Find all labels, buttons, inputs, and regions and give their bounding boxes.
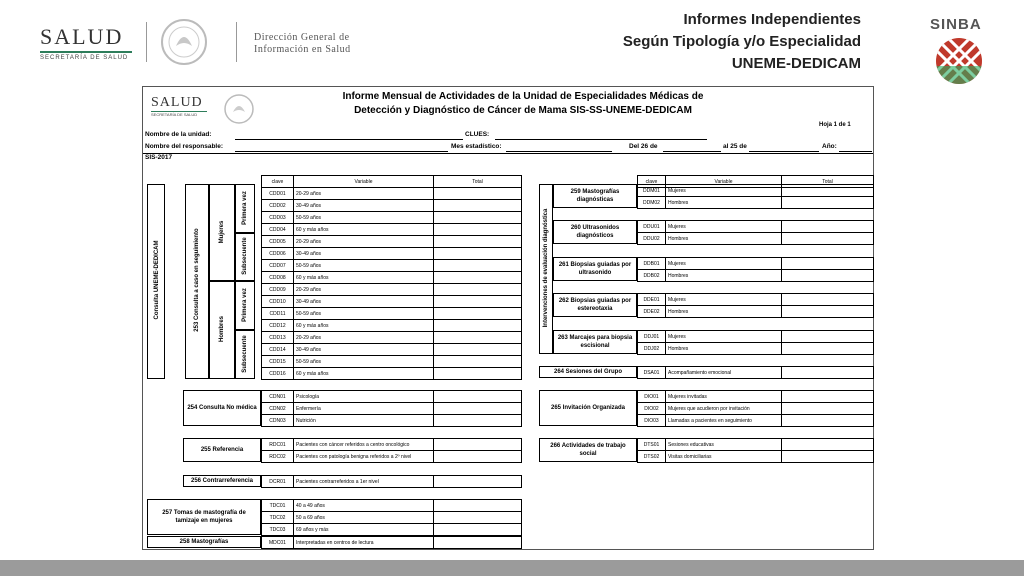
row-clave: CDN01 [262,391,294,403]
row-clave: CDN03 [262,415,294,427]
row-clave: DDE02 [638,306,666,318]
del-field[interactable] [663,151,721,152]
hombres-label: Hombres [219,316,225,343]
row-clave: CDN02 [262,403,294,415]
row-total-cell[interactable] [434,368,522,380]
del-label: Del 26 de [629,143,658,150]
row-clave: CDD12 [262,320,294,332]
row-total-cell[interactable] [434,537,522,549]
row-variable: Mujeres [666,185,782,197]
row-clave: DDM01 [638,185,666,197]
group-262-label: 262 Biopsias guiadas por estereotaxia [558,298,632,312]
row-clave: DTS01 [638,439,666,451]
group-254-label: 254 Consulta No médica [187,405,257,411]
row-variable: Sesiones educativas [666,439,782,451]
header-total: Total [434,176,522,188]
group-261-label: 261 Biopsias guiadas por ultrasonido [558,262,632,276]
row-variable: Mujeres [666,221,782,233]
title-line3: UNEME-DEDICAM [731,55,861,72]
row-variable: 50-59 años [294,356,434,368]
table-row [262,224,522,236]
table-row [638,185,874,197]
table-row [262,260,522,272]
row-clave: CDD11 [262,308,294,320]
row-variable: 69 años y más [294,524,434,536]
table-row [638,415,874,427]
row-total-cell[interactable] [782,391,874,403]
group-265-label: 265 Invitación Organizada [550,405,626,411]
row-variable: Mujeres [666,258,782,270]
doc-title [313,90,733,118]
row-variable: 40 a 49 años [294,500,434,512]
row-clave: DDB01 [638,258,666,270]
row-clave: CDD02 [262,200,294,212]
title-line1: Informes Independientes [683,11,861,28]
row-clave: CDD01 [262,188,294,200]
row-total-cell[interactable] [434,332,522,344]
row-total-cell[interactable] [434,320,522,332]
table-row [262,403,522,415]
doc-logo-word: SALUD [151,95,203,110]
table-row [638,306,874,318]
row-variable: Llamadas a pacientes en seguimiento [666,415,782,427]
row-clave: CDD03 [262,212,294,224]
row-total-cell[interactable] [782,185,874,197]
mujeres-label: Mujeres [219,220,225,244]
row-variable: Hombres [666,306,782,318]
table-row [262,451,522,463]
row-variable: Nutrición [294,415,434,427]
group-257-label: 257 Tomas de mastografía de tamizaje en mujeres [162,510,246,524]
row-clave: CDD07 [262,260,294,272]
row-variable: 30-49 años [294,296,434,308]
row-clave: DIO02 [638,403,666,415]
row-clave: CDD16 [262,368,294,380]
row-clave: CDD08 [262,272,294,284]
row-variable: 60 y más años [294,272,434,284]
table-row [262,296,522,308]
group-260-label: 260 Ultrasonidos diagnósticos [570,225,620,239]
right-table-259 [637,184,874,209]
row-total-cell[interactable] [782,451,874,463]
row-clave: DDJ02 [638,343,666,355]
header-clave: clave [262,176,294,188]
row-variable: Acompañamiento emocional [666,367,782,379]
row-variable: Hombres [666,233,782,245]
rheader-total: Total [782,176,874,188]
resp-label: Nombre del responsable: [145,143,224,150]
doc-logo-sub: SECRETARÍA DE SALUD [151,112,198,117]
right-table-265 [637,390,874,427]
row-total-cell[interactable] [434,260,522,272]
left-table-257 [261,499,522,536]
row-total-cell[interactable] [434,212,522,224]
row-clave: DDB02 [638,270,666,282]
row-clave: CDD09 [262,284,294,296]
row-total-cell[interactable] [434,391,522,403]
row-variable: 30-49 años [294,200,434,212]
row-clave: CDD13 [262,332,294,344]
row-clave: CDD04 [262,224,294,236]
row-total-cell[interactable] [782,221,874,233]
salud-logo-sub: SECRETARÍA DE SALUD [40,55,129,61]
doc-salud-logo [151,95,207,117]
group-consulta-label: Consulta UNEME-DEDICAM [154,240,160,320]
table-row [262,415,522,427]
right-table-263 [637,330,874,355]
group-258-label: 258 Mastografías [179,539,229,545]
clues-label: CLUES: [465,131,490,138]
doc-title-line2: Detección y Diagnóstico de Cáncer de Mama SIS-SS-UNEME-DEDICAM [354,105,692,116]
row-variable: 60 y más años [294,320,434,332]
row-total-cell[interactable] [782,343,874,355]
row-total-cell[interactable] [782,439,874,451]
table-row [638,197,874,209]
table-row [638,258,874,270]
row-total-cell[interactable] [434,296,522,308]
title-line2: Según Tipología y/o Especialidad [622,33,861,50]
header [0,0,1024,86]
doc-eagle-icon [223,93,255,125]
row-variable: Pacientes con cáncer referidos a centro oncológico [294,439,434,451]
row-variable: Interpretadas en centros de lectura [294,537,434,549]
row-variable: Mujeres [666,331,782,343]
row-total-cell[interactable] [434,200,522,212]
salud-logo-rule [40,51,132,53]
row-clave: DIO03 [638,415,666,427]
row-clave: TDC01 [262,500,294,512]
row-variable: Mujeres que acudieron por invitación [666,403,782,415]
row-total-cell[interactable] [434,403,522,415]
group-255-label: 255 Referencia [200,447,244,453]
salud-logo [40,24,140,61]
row-total-cell[interactable] [434,308,522,320]
row-variable: Mujeres [666,294,782,306]
row-clave: MDC01 [262,537,294,549]
table-row [638,331,874,343]
row-variable: 60 y más años [294,368,434,380]
table-row [262,308,522,320]
right-table-260 [637,220,874,245]
doc-title-line1: Informe Mensual de Actividades de la Unidad de Especialidades Médicas de [342,91,704,102]
subsec-m-label: Subsecuente [242,237,248,275]
row-clave: DDU01 [638,221,666,233]
unit-label: Nombre de la unidad: [145,131,212,138]
al-label: al 25 de [723,143,747,150]
row-clave: CDD05 [262,236,294,248]
row-total-cell[interactable] [434,272,522,284]
row-total-cell[interactable] [782,270,874,282]
rheader-clave: clave [638,176,666,188]
table-row [638,233,874,245]
row-variable: Visitas domiciliarias [666,451,782,463]
row-total-cell[interactable] [434,356,522,368]
unit-field[interactable] [235,139,463,140]
table-row [638,221,874,233]
subsec-h-label: Subsecuente [242,335,248,373]
fields-separator [143,153,873,154]
left-table-254 [261,390,522,427]
row-total-cell[interactable] [434,524,522,536]
table-row [262,248,522,260]
page-title [560,9,861,75]
row-total-cell[interactable] [782,331,874,343]
row-clave: DTS02 [638,451,666,463]
primera-h-label: Primera vez [242,288,248,322]
table-row [262,537,522,549]
left-header-row [262,176,522,188]
table-row [262,272,522,284]
row-variable: Enfermería [294,403,434,415]
row-total-cell[interactable] [434,512,522,524]
table-row [262,439,522,451]
row-clave: DIO01 [638,391,666,403]
row-total-cell[interactable] [782,367,874,379]
group-263-label: 263 Marcajes para biopsia escisional [557,335,633,349]
row-variable: Pacientes con patología benigna referidos a 2º nivel [294,451,434,463]
row-variable: Hombres [666,270,782,282]
page-number: Hoja 1 de 1 [819,122,851,128]
table-row [262,391,522,403]
row-variable: Pacientes contrarreferidos a 1er nivel [294,476,434,488]
dgis-line2: Información en Salud [254,44,351,55]
table-row [262,512,522,524]
row-variable: 30-49 años [294,344,434,356]
row-clave: DSA01 [638,367,666,379]
left-table-255 [261,438,522,463]
table-row [262,320,522,332]
table-row [262,284,522,296]
row-variable: 60 y más años [294,224,434,236]
primera-m-label: Primera vez [242,191,248,225]
table-row [638,294,874,306]
row-clave: DDJ01 [638,331,666,343]
row-clave: CDD10 [262,296,294,308]
row-total-cell[interactable] [434,344,522,356]
row-total-cell[interactable] [434,415,522,427]
row-variable: 20-29 años [294,236,434,248]
table-row [262,200,522,212]
table-row [262,332,522,344]
table-row [262,368,522,380]
row-variable: Mujeres invitadas [666,391,782,403]
sis-version: SIS-2017 [145,154,173,161]
row-clave: RDC01 [262,439,294,451]
row-clave: RDC02 [262,451,294,463]
month-label: Mes estadístico: [451,143,502,150]
row-variable: 20-29 años [294,188,434,200]
row-clave: DDE01 [638,294,666,306]
row-clave: TDC03 [262,524,294,536]
row-variable: 50-59 años [294,260,434,272]
report-form [142,86,874,550]
table-row [638,391,874,403]
row-variable: 50 a 69 años [294,512,434,524]
resp-field[interactable] [235,151,448,152]
row-clave: DDM02 [638,197,666,209]
right-table-262 [637,293,874,318]
group-259-label: 259 Mastografías diagnósticas [570,189,620,203]
salud-logo-word: SALUD [40,24,124,49]
divider-2 [236,22,237,62]
table-row [262,212,522,224]
year-field[interactable] [839,151,872,152]
sinba-logo-word: SINBA [930,16,982,33]
group-264-label: 264 Sesiones del Grupo [553,369,623,375]
table-row [638,367,874,379]
table-row [262,236,522,248]
clues-field[interactable] [495,139,707,140]
table-row [638,439,874,451]
right-table-266 [637,438,874,463]
row-variable: Hombres [666,343,782,355]
left-table-253 [261,175,522,380]
row-total-cell[interactable] [434,284,522,296]
divider [146,22,147,62]
row-variable: 20-29 años [294,284,434,296]
table-row [262,476,522,488]
table-row [262,188,522,200]
group-intervenciones-label: Intervenciones de evaluación diagnóstica [543,208,549,328]
row-variable: 50-59 años [294,212,434,224]
table-row [262,356,522,368]
row-total-cell[interactable] [434,188,522,200]
header-variable: Variable [294,176,434,188]
row-total-cell[interactable] [434,500,522,512]
right-table-264 [637,366,874,379]
table-row [638,343,874,355]
row-variable: 20-29 años [294,332,434,344]
group-266-label: 266 Actividades de trabajo social [550,443,626,457]
row-clave: DCR01 [262,476,294,488]
row-total-cell[interactable] [782,415,874,427]
row-total-cell[interactable] [434,224,522,236]
row-total-cell[interactable] [782,197,874,209]
table-row [638,270,874,282]
row-total-cell[interactable] [434,451,522,463]
row-total-cell[interactable] [782,258,874,270]
row-total-cell[interactable] [434,236,522,248]
row-total-cell[interactable] [434,439,522,451]
left-table-258 [261,536,522,549]
rheader-variable: Variable [666,176,782,188]
row-total-cell[interactable] [782,403,874,415]
row-clave: TDC02 [262,512,294,524]
left-table-256 [261,475,522,488]
row-variable: Hombres [666,197,782,209]
row-variable: 30-49 años [294,248,434,260]
row-clave: CDD14 [262,344,294,356]
row-total-cell[interactable] [782,233,874,245]
dgis-line1: Dirección General de [254,32,350,43]
month-field[interactable] [506,151,612,152]
row-clave: CDD15 [262,356,294,368]
row-clave: DDU02 [638,233,666,245]
row-total-cell[interactable] [434,476,522,488]
right-table-261 [637,257,874,282]
bottom-bar [0,560,1024,576]
table-row [262,524,522,536]
dgis-text [254,32,351,56]
table-row [262,344,522,356]
group-256-label: 256 Contrarreferencia [190,478,254,484]
row-variable: Psicología [294,391,434,403]
table-row [638,403,874,415]
row-total-cell[interactable] [782,294,874,306]
table-row [262,500,522,512]
row-total-cell[interactable] [782,306,874,318]
sinba-globe-icon [934,36,984,86]
row-clave: CDD06 [262,248,294,260]
year-label: Año: [822,143,837,150]
row-variable: 50-59 años [294,308,434,320]
al-field[interactable] [749,151,819,152]
row-total-cell[interactable] [434,248,522,260]
table-row [638,451,874,463]
group-253-label: 253 Consulta a caso en seguimiento [194,228,200,332]
eagle-seal-icon [160,18,208,66]
